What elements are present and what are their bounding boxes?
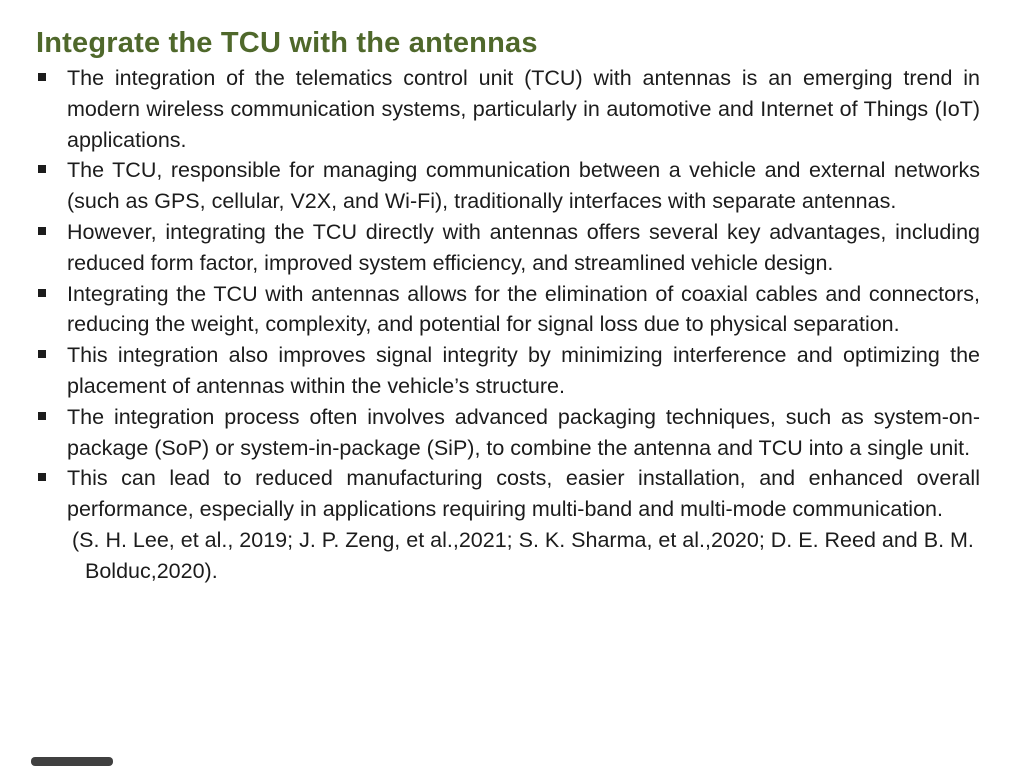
- bullet-text: The integration process often involves advanced packaging techniques, such as system-on-package (SoP) or system-in-package (SiP), to combine the antenna and TCU into a single unit.: [67, 404, 980, 460]
- bullet-item-7: [67, 463, 980, 525]
- bullet-text: This integration also improves signal integrity by minimizing interference and optimizing the placement of antennas within the vehicle’s structure.: [67, 343, 980, 398]
- bullet-text: The TCU, responsible for managing communication between a vehicle and external networks (such as GPS, cellular, V2X, and Wi-Fi), traditionally interfaces with separate antennas.: [67, 158, 980, 214]
- bullet-item-5: [67, 340, 980, 402]
- slide-title: Integrate the TCU with the antennas: [36, 27, 538, 59]
- bullet-square-icon: [38, 350, 46, 358]
- bullet-text: The integration of the telematics control unit (TCU) with antennas is an emerging trend in modern wireless communication systems, particularly in automotive and Internet of Things (IoT) applications.: [67, 66, 980, 152]
- bullet-square-icon: [38, 73, 46, 81]
- bullet-square-icon: [38, 473, 46, 481]
- bullet-square-icon: [38, 412, 46, 420]
- bullet-text: However, integrating the TCU directly with antennas offers several key advantages, including reduced form factor, improved system efficiency, and streamlined vehicle design.: [67, 219, 980, 275]
- bullet-list: [36, 63, 980, 525]
- bullet-item-1: [67, 63, 980, 155]
- citation-text: (S. H. Lee, et al., 2019; J. P. Zeng, et al.,2021; S. K. Sharma, et al.,2020; D. E. Reed and B. M. Bolduc,2020).: [72, 527, 974, 583]
- bullet-item-6: [67, 402, 980, 464]
- bullet-item-3: [67, 217, 980, 279]
- bullet-square-icon: [38, 289, 46, 297]
- bottom-left-bar: [31, 757, 113, 766]
- bullet-text: Integrating the TCU with antennas allows for the elimination of coaxial cables and connectors, reducing the weight, complexity, and potential for signal loss due to physical separation.: [67, 281, 980, 337]
- bullet-item-2: [67, 155, 980, 217]
- bullet-square-icon: [38, 165, 46, 173]
- bullet-item-4: [67, 279, 980, 341]
- bullet-square-icon: [38, 227, 46, 235]
- bullet-text: This can lead to reduced manufacturing costs, easier installation, and enhanced overall performance, especially in applications requiring multi-band and multi-mode communication.: [67, 466, 980, 522]
